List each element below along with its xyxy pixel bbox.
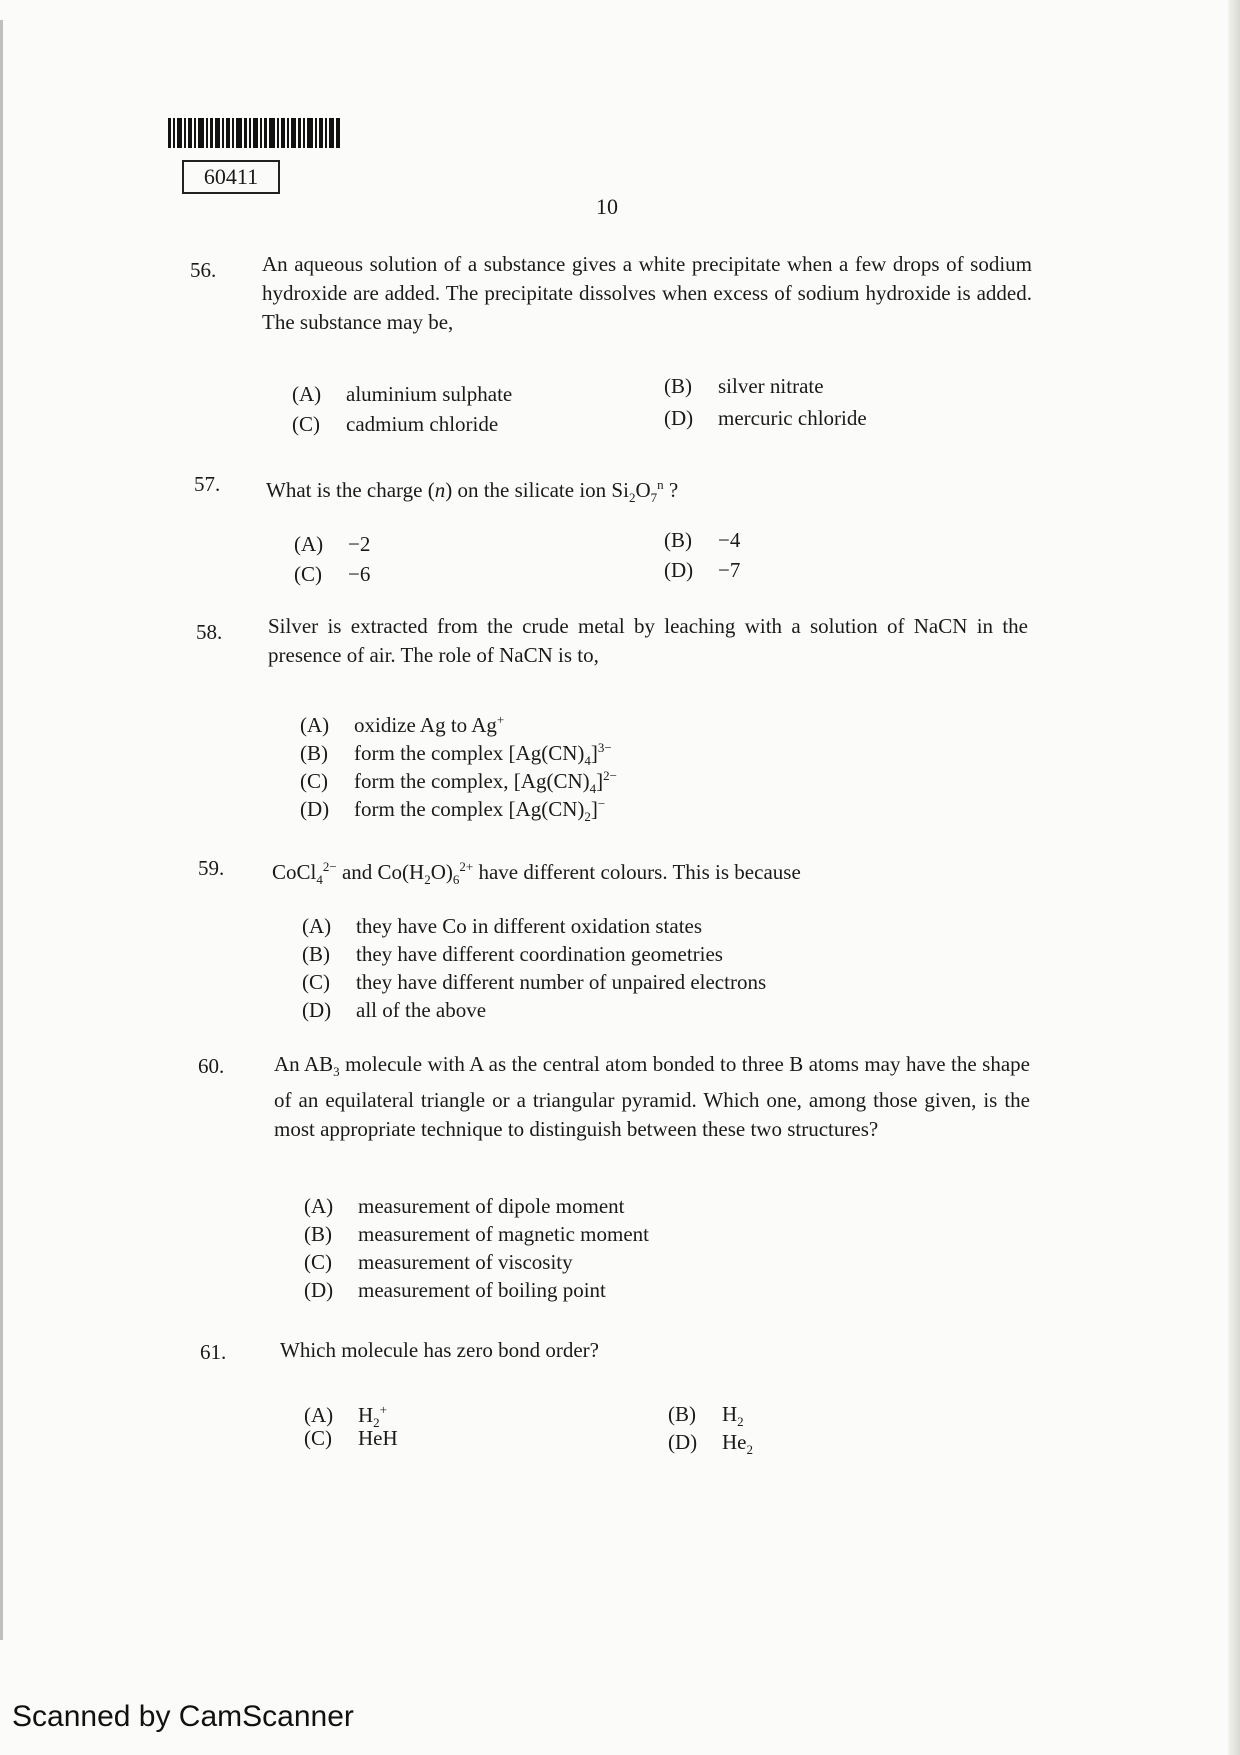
option-text: −4 <box>718 528 741 552</box>
option-c <box>292 410 498 438</box>
question-text <box>266 470 678 512</box>
subscript: 2 <box>373 1415 380 1431</box>
option-a <box>304 1192 625 1220</box>
subscript: 2 <box>746 1442 753 1458</box>
option-b <box>304 1220 649 1248</box>
option-text: measurement of magnetic moment <box>358 1222 649 1246</box>
superscript: 2+ <box>459 859 474 874</box>
subscript: 4 <box>584 753 591 769</box>
option-d <box>300 790 605 831</box>
superscript: − <box>597 796 606 811</box>
option-text: ] <box>590 741 598 765</box>
option-a <box>294 530 370 558</box>
option-text: they have different coordination geometries <box>356 942 723 966</box>
scan-edge-right <box>1228 0 1240 1755</box>
option-a <box>292 380 512 408</box>
option-label: (A) <box>304 1194 334 1218</box>
option-text: they have different number of unpaired electrons <box>356 970 767 994</box>
option-label: (D) <box>664 406 694 430</box>
text-part: have different colours. This is because <box>473 860 801 884</box>
option-d <box>302 996 486 1024</box>
option-label: (A) <box>292 382 322 406</box>
subscript: 3 <box>333 1064 340 1080</box>
superscript: + <box>379 1402 388 1417</box>
superscript: + <box>496 712 505 727</box>
subscript: 6 <box>452 872 460 888</box>
subscript: 2 <box>424 872 431 888</box>
subscript: 4 <box>589 781 597 797</box>
option-label: (B) <box>302 942 330 966</box>
option-a <box>302 912 702 940</box>
option-c <box>304 1424 398 1452</box>
paper-code: 60411 <box>182 160 280 194</box>
superscript: n <box>657 477 664 492</box>
option-label: (D) <box>664 558 694 582</box>
option-d <box>664 556 740 584</box>
text-part: An AB <box>274 1052 334 1076</box>
option-d <box>668 1428 753 1464</box>
charge-variable: n <box>434 478 446 502</box>
option-text: oxidize Ag to Ag <box>354 713 497 737</box>
text-part: O) <box>430 860 453 884</box>
option-label: (C) <box>302 970 330 994</box>
text-part: and Co(H <box>336 860 425 884</box>
option-text: H <box>722 1402 738 1426</box>
subscript: 4 <box>316 872 323 888</box>
question-number: 58. <box>196 620 223 644</box>
option-label: (A) <box>300 713 330 737</box>
text-part: molecule with A as the central atom bonded to three B atoms may have the shape of an equilateral triangle or a triangular pyramid. Which one, among those given, is the most appropriate technique to distinguish between these two structures? <box>274 1052 1030 1142</box>
option-text: they have Co in different oxidation states <box>356 914 703 938</box>
option-text: −6 <box>348 562 371 586</box>
text-part: ? <box>663 478 679 502</box>
option-d <box>304 1276 606 1304</box>
option-label: (B) <box>664 374 692 398</box>
text-part: What is the charge ( <box>266 478 435 502</box>
option-label: (C) <box>304 1426 332 1450</box>
option-label: (D) <box>302 998 332 1022</box>
option-label: (A) <box>294 532 324 556</box>
question-text: Silver is extracted from the crude metal by leaching with a solution of NaCN in the presence of air. The role of NaCN is to, <box>268 614 1028 667</box>
option-b <box>302 940 723 968</box>
text-part: O <box>635 478 651 502</box>
option-text: HeH <box>358 1426 398 1450</box>
option-text: cadmium chloride <box>346 412 499 436</box>
option-label: (B) <box>300 741 328 765</box>
option-text: −2 <box>348 532 371 556</box>
question-number: 60. <box>198 1054 225 1078</box>
option-label: (C) <box>300 769 328 793</box>
option-text: measurement of boiling point <box>358 1278 606 1302</box>
option-c <box>294 560 370 588</box>
option-text: form the complex [Ag(CN) <box>354 741 585 765</box>
option-text: form the complex [Ag(CN) <box>354 797 585 821</box>
text-part: ) on the silicate ion Si <box>445 478 629 502</box>
option-label: (C) <box>294 562 322 586</box>
scan-edge-left <box>0 20 3 1640</box>
option-label: (B) <box>304 1222 332 1246</box>
question-text <box>274 1050 1030 1144</box>
option-label: (C) <box>304 1250 332 1274</box>
option-text: all of the above <box>356 998 487 1022</box>
option-label: (C) <box>292 412 320 436</box>
option-label: (B) <box>664 528 692 552</box>
superscript: 2− <box>322 859 337 874</box>
option-label: (D) <box>668 1430 698 1454</box>
superscript: 2− <box>603 768 617 783</box>
option-c <box>304 1248 573 1276</box>
option-text: ] <box>590 797 598 821</box>
question-number: 59. <box>198 856 225 880</box>
option-text: measurement of viscosity <box>358 1250 573 1274</box>
option-d <box>664 404 867 432</box>
option-label: (A) <box>304 1403 334 1427</box>
subscript: 7 <box>650 490 658 506</box>
question-number: 61. <box>200 1340 227 1364</box>
question-number: 56. <box>190 258 217 282</box>
superscript: 3− <box>597 740 612 755</box>
scanner-watermark: Scanned by CamScanner <box>12 1700 354 1733</box>
barcode <box>168 118 340 148</box>
option-text: H <box>358 1403 374 1427</box>
option-text: mercuric chloride <box>718 406 867 430</box>
subscript: 2 <box>628 490 636 506</box>
option-text: measurement of dipole moment <box>358 1194 625 1218</box>
option-b <box>664 372 824 400</box>
option-label: (D) <box>304 1278 334 1302</box>
option-label: (A) <box>302 914 332 938</box>
text-part: CoCl <box>272 860 317 884</box>
question-text: Which molecule has zero bond order? <box>280 1338 599 1362</box>
option-c <box>302 968 766 996</box>
option-b <box>664 526 740 554</box>
option-label: (B) <box>668 1402 696 1426</box>
page-number: 10 <box>596 194 618 219</box>
option-text: He <box>722 1430 747 1454</box>
option-label: (D) <box>300 797 330 821</box>
option-text: −7 <box>718 558 741 582</box>
question-number: 57. <box>194 472 221 496</box>
question-text: An aqueous solution of a substance gives a white precipitate when a few drops of sodium hydroxide are added. The precipitate dissolves when excess of sodium hydroxide is added. The substance may be, <box>262 252 1032 334</box>
option-text: aluminium sulphate <box>346 382 513 406</box>
question-text <box>272 852 801 894</box>
option-text: form the complex, [Ag(CN) <box>354 769 590 793</box>
option-text: silver nitrate <box>718 374 824 398</box>
subscript: 2 <box>584 809 591 825</box>
option-text: ] <box>596 769 604 793</box>
subscript: 2 <box>737 1414 744 1430</box>
